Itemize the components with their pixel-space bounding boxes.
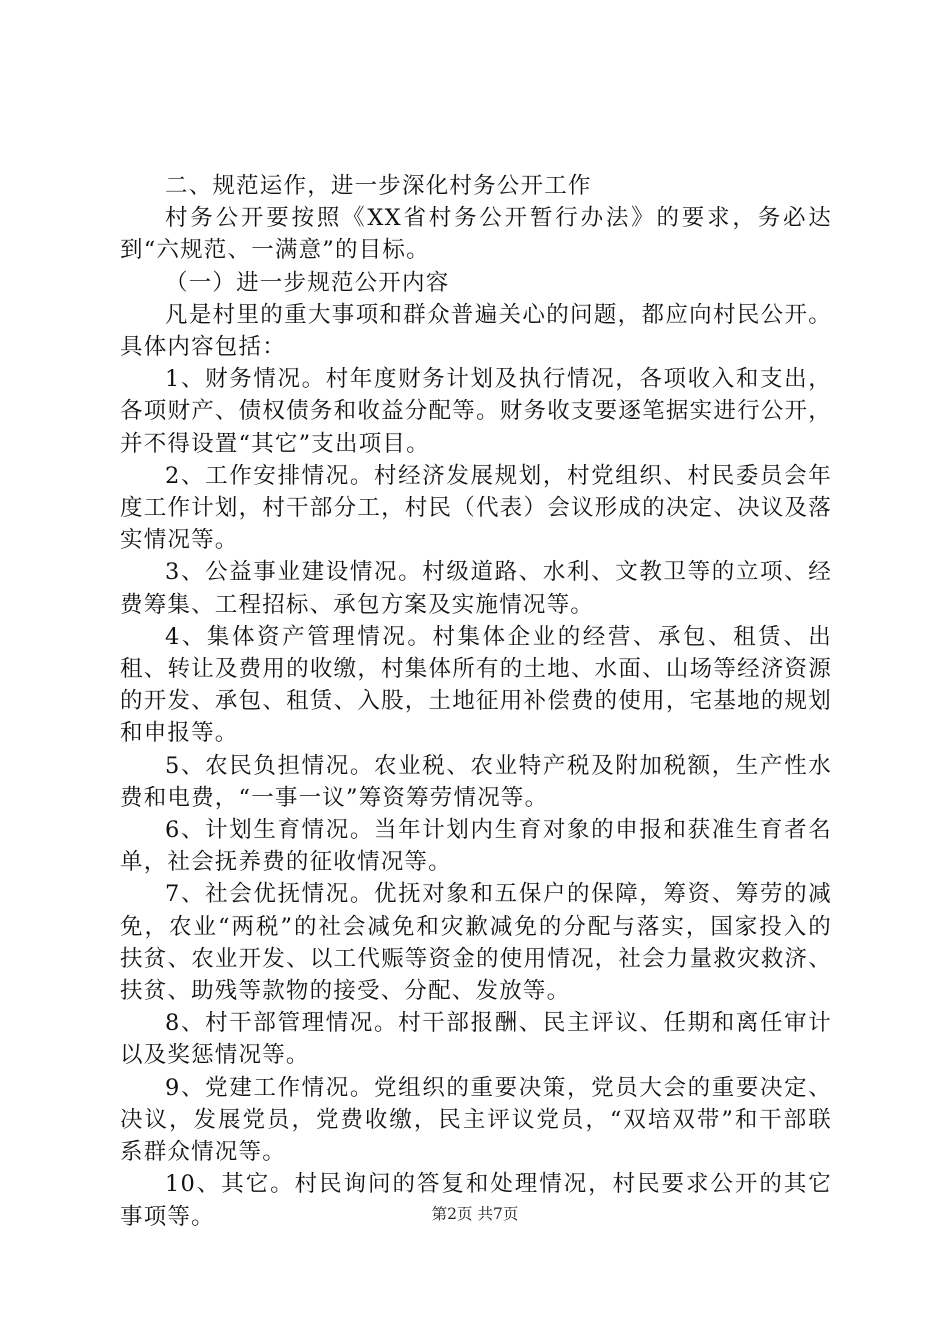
intro-paragraph: 村务公开要按照《XX省村务公开暂行办法》的要求，务必达到“六规范、一满意”的目标。 <box>120 205 832 264</box>
subsection-heading: （一）进一步规范公开内容 <box>165 269 450 296</box>
item-finance: 1、财务情况。村年度财务计划及执行情况，各项收入和支出，各项财产、债权债务和收益分配等。财务收支要逐笔据实进行公开，并不得设置“其它”支出项目。 <box>120 366 832 457</box>
item-social-care: 7、社会优抚情况。优抚对象和五保户的保障，筹资、筹劳的减免，农业“两税”的社会减免和灾歉减免的分配与落实，国家投入的扶贫、农业开发、以工代赈等资金的使用情况，社会力量救灾救济、扶贫、助残等款物的接受、分配、发放等。 <box>120 881 832 1005</box>
item-work-arrangement: 2、工作安排情况。村经济发展规划，村党组织、村民委员会年度工作计划，村干部分工，村民（代表）会议形成的决定、决议及落实情况等。 <box>120 462 832 554</box>
section-heading: 二、规范运作，进一步深化村务公开工作 <box>165 173 592 199</box>
item-public-welfare: 3、公益事业建设情况。村级道路、水利、文教卫等的立项、经费筹集、工程招标、承包方案及实施情况等。 <box>120 559 832 618</box>
item-family-planning: 6、计划生育情况。当年计划内生育对象的申报和获准生育者名单，社会抚养费的征收情况等。 <box>120 817 832 876</box>
document-body <box>120 170 832 1233</box>
item-party-building: 9、党建工作情况。党组织的重要决策，党员大会的重要决定、决议，发展党员，党费收缴，民主评议党员，“双培双带”和干部联系群众情况等。 <box>120 1074 832 1166</box>
item-collective-assets: 4、集体资产管理情况。村集体企业的经营、承包、租赁、出租、转让及费用的收缴，村集体所有的土地、水面、山场等经济资源的开发、承包、租赁、入股，土地征用补偿费的使用，宅基地的规划和申报等。 <box>120 623 832 747</box>
item-others: 10、其它。村民询问的答复和处理情况，村民要求公开的其它事项等。 <box>120 1171 832 1230</box>
item-cadre-management: 8、村干部管理情况。村干部报酬、民主评议、任期和离任审计以及奖惩情况等。 <box>120 1010 832 1069</box>
item-farmer-burden: 5、农民负担情况。农业税、农业特产税及附加税额，生产性水费和电费，“一事一议”筹资筹劳情况等。 <box>120 752 832 811</box>
content-intro-paragraph: 凡是村里的重大事项和群众普遍关心的问题，都应向村民公开。具体内容包括： <box>120 301 832 361</box>
page-number-footer: 第2页 共7页 <box>431 1205 519 1223</box>
